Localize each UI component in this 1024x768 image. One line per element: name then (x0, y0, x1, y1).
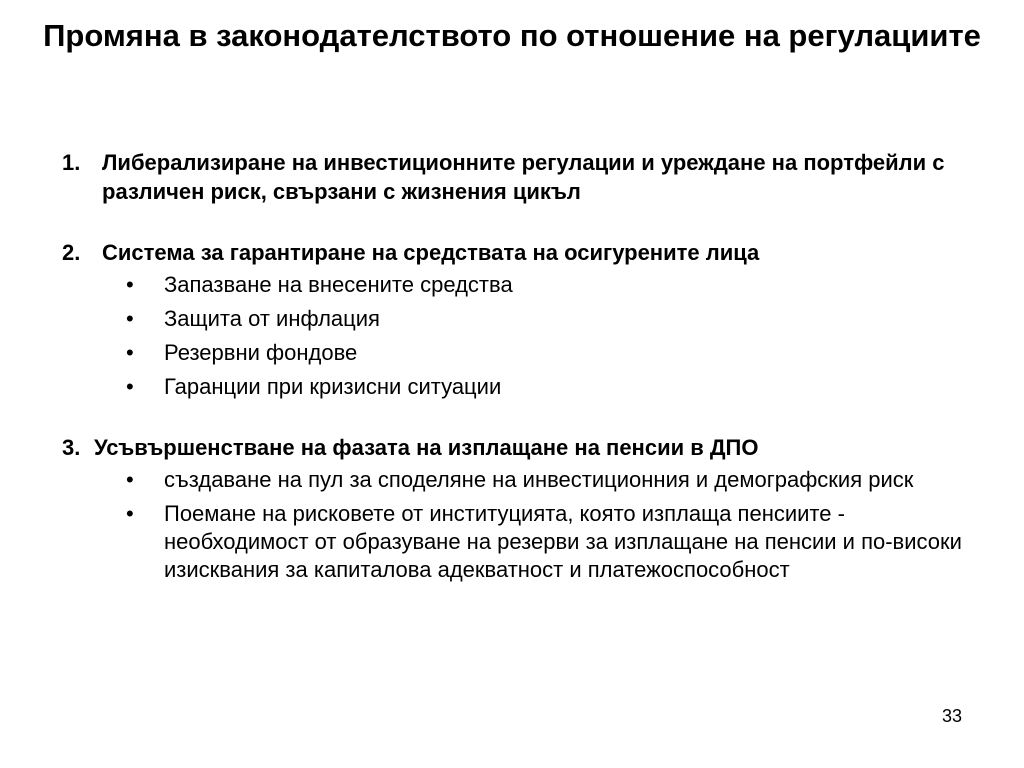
slide-content (62, 148, 982, 590)
bullet-item (62, 500, 982, 584)
bullet-text: Защита от инфлация (164, 306, 380, 331)
item-text: Либерализиране на инвестиционните регулации и уреждане на портфейли с различен риск, свързани с жизнения цикъл (102, 150, 945, 204)
bullet-item (62, 305, 982, 333)
item-number: 1. (62, 150, 81, 175)
bullet-icon: • (126, 467, 134, 492)
numbered-item-2 (62, 238, 982, 267)
item-number: 3. (62, 435, 81, 460)
slide-title: Промяна в законодателството по отношение на регулациите (43, 18, 981, 53)
item-text: Усъвършенстване на фазата на изплащане на пенсии в ДПО (94, 435, 759, 460)
page-number: 33 (941, 706, 962, 726)
numbered-item-1 (62, 148, 982, 206)
bullet-text: Поемане на рисковете от институцията, която изплаща пенсиите - необходимост от образуване на резерви за изплащане на пенсии и по-високи изисквания за капиталова адекватност и платежоспособност (164, 501, 962, 582)
item-number: 2. (62, 240, 81, 265)
bullet-item (62, 271, 982, 299)
bullet-icon: • (126, 340, 134, 365)
bullet-item (62, 373, 982, 401)
numbered-item-3 (62, 433, 982, 462)
bullet-text: създаване на пул за споделяне на инвестиционния и демографския риск (164, 467, 914, 492)
bullet-icon: • (126, 272, 134, 297)
bullet-text: Гаранции при кризисни ситуации (164, 374, 502, 399)
bullet-list-item-3 (62, 466, 982, 584)
bullet-icon: • (126, 374, 134, 399)
bullet-icon: • (126, 501, 134, 526)
bullet-list-item-2 (62, 271, 982, 401)
item-text: Система за гарантиране на средствата на осигурените лица (102, 240, 760, 265)
bullet-text: Резервни фондове (164, 340, 358, 365)
bullet-item (62, 466, 982, 494)
bullet-item (62, 339, 982, 367)
bullet-icon: • (126, 306, 134, 331)
bullet-text: Запазване на внесените средства (164, 272, 513, 297)
